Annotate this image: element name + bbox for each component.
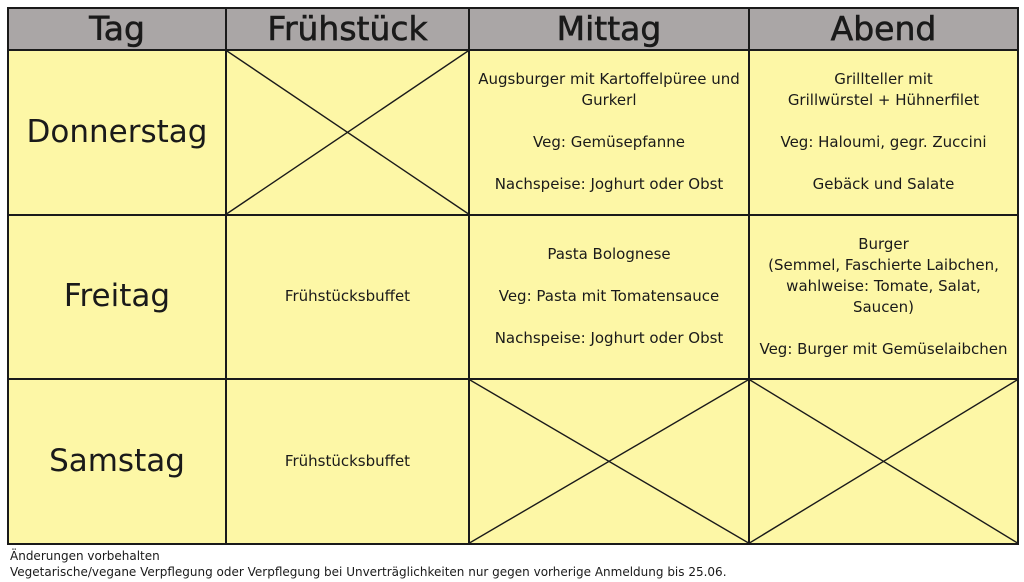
cross-out-icon <box>750 380 1017 543</box>
meal-lines <box>470 244 748 349</box>
meal-line: Veg: Pasta mit Tomatensauce <box>498 287 720 306</box>
abend-freitag <box>749 215 1018 380</box>
meal-line: (Semmel, Faschierte Laibchen, <box>768 255 999 274</box>
meal-line: Burger <box>858 234 909 253</box>
meal-plan-table <box>7 7 1019 545</box>
day-cell-donnerstag <box>8 50 226 215</box>
row-freitag <box>8 215 1018 380</box>
footnotes <box>10 548 727 580</box>
fruehstueck-freitag <box>226 215 469 380</box>
row-samstag <box>8 379 1018 544</box>
meal-line: Veg: Burger mit Gemüselaibchen <box>759 339 1008 358</box>
meal-line: Grillteller mit <box>834 70 933 89</box>
header-mittag: Mittag <box>469 8 749 50</box>
header-abend: Abend <box>749 8 1018 50</box>
mittag-samstag-unavailable <box>469 379 749 544</box>
note-changes-reserved: Änderungen vorbehalten <box>10 549 160 563</box>
meal-lines <box>750 69 1017 195</box>
meal-line: Veg: Gemüsepfanne <box>533 133 685 152</box>
day-label: Donnerstag <box>26 113 208 150</box>
mittag-donnerstag <box>469 50 749 215</box>
meal-text: Frühstücksbuffet <box>284 287 411 306</box>
meal-lines <box>470 69 748 195</box>
header-tag: Tag <box>8 8 226 50</box>
meal-line: Veg: Haloumi, gegr. Zuccini <box>780 133 987 152</box>
meal-line: wahlweise: Tomate, Salat, <box>786 276 981 295</box>
note-dietary-registration: Vegetarische/vegane Verpflegung oder Verpflegung bei Unverträglichkeiten nur gegen vorherige Anmeldung bis 25.06. <box>10 565 727 579</box>
meal-line: Augsburger mit Kartoffelpüree und <box>478 70 740 89</box>
meal-line: Grillwürstel + Hühnerfilet <box>787 91 980 110</box>
fruehstueck-samstag <box>226 379 469 544</box>
day-cell-samstag <box>8 379 226 544</box>
meal-spacer <box>750 153 1017 174</box>
fruehstueck-donnerstag-unavailable <box>226 50 469 215</box>
header-fruehstueck: Frühstück <box>226 8 469 50</box>
meal-line: Gurkerl <box>581 91 637 110</box>
cross-out-icon <box>470 380 748 543</box>
meal-spacer <box>470 153 748 174</box>
mittag-freitag <box>469 215 749 380</box>
meal-spacer <box>470 265 748 286</box>
day-cell-freitag <box>8 215 226 380</box>
meal-line: Nachspeise: Joghurt oder Obst <box>494 329 724 348</box>
abend-donnerstag <box>749 50 1018 215</box>
abend-samstag-unavailable <box>749 379 1018 544</box>
meal-line: Saucen) <box>852 297 915 316</box>
meal-text: Frühstücksbuffet <box>284 452 411 471</box>
cross-out-icon <box>227 51 468 214</box>
day-label: Samstag <box>49 443 185 480</box>
meal-spacer <box>750 111 1017 132</box>
meal-line: Gebäck und Salate <box>812 175 955 194</box>
meal-line: Pasta Bolognese <box>547 245 671 264</box>
meal-spacer <box>750 318 1017 339</box>
meal-line: Nachspeise: Joghurt oder Obst <box>494 175 724 194</box>
meal-lines <box>750 234 1017 360</box>
meal-spacer <box>470 307 748 328</box>
row-donnerstag <box>8 50 1018 215</box>
header-row <box>8 8 1018 50</box>
meal-spacer <box>470 111 748 132</box>
day-label: Freitag <box>63 278 171 315</box>
